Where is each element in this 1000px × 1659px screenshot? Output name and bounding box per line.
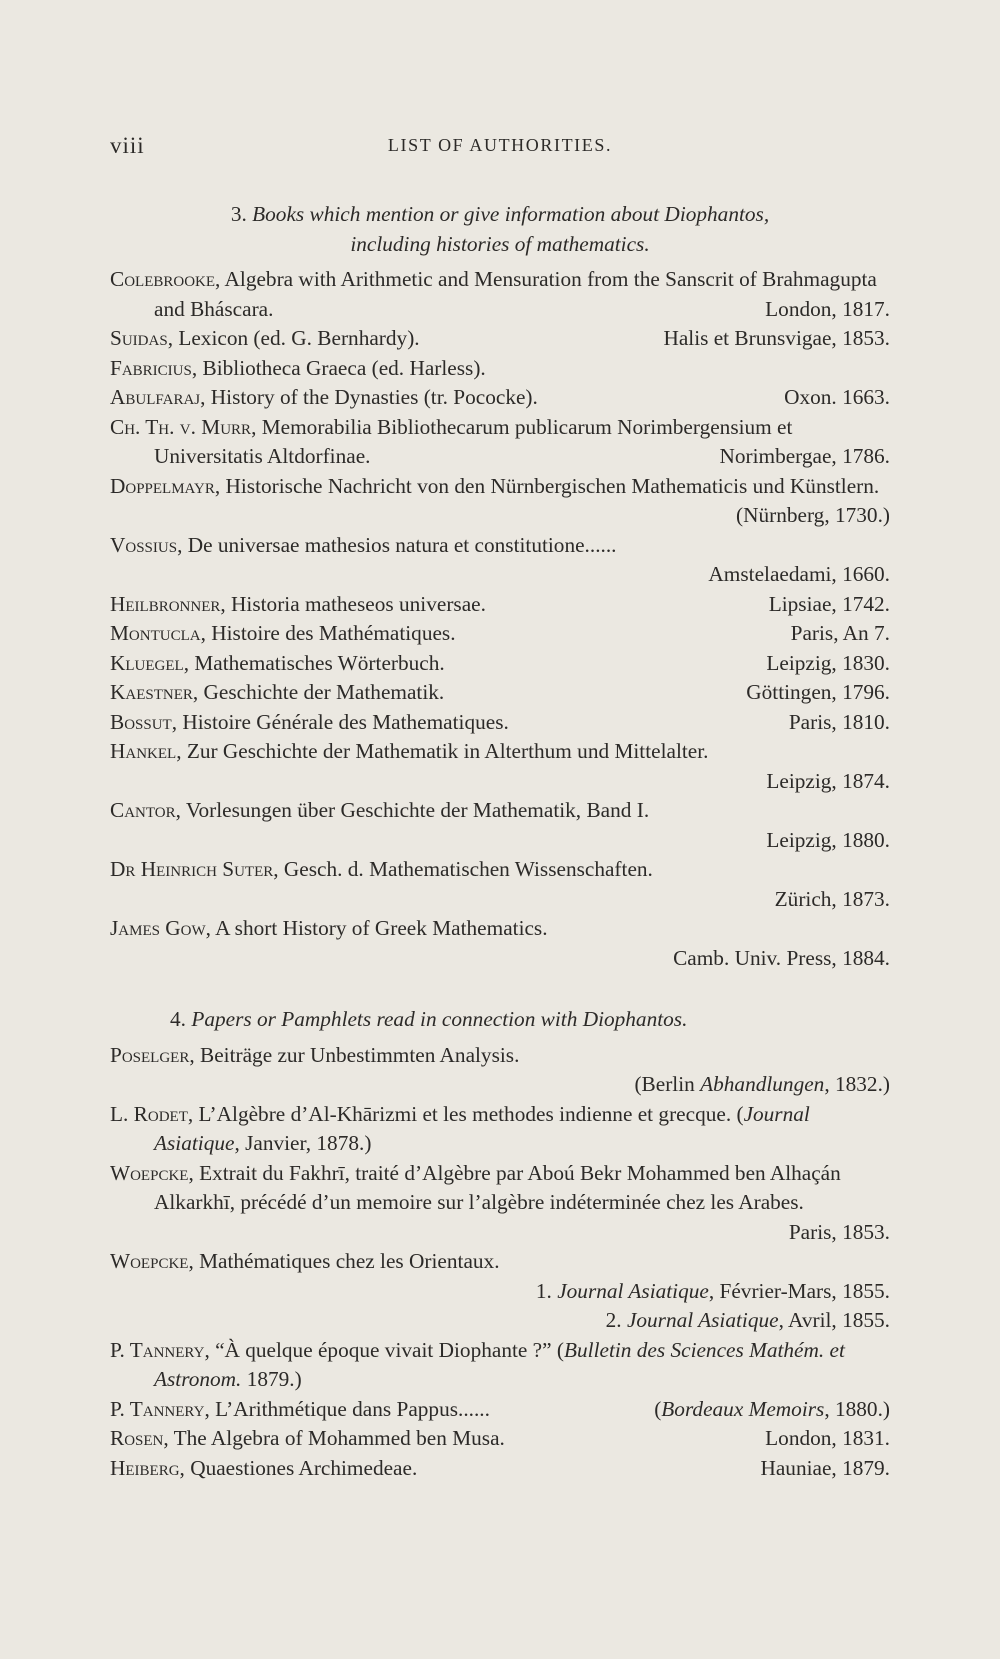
entry-author: Colebrooke (110, 267, 216, 291)
bibliography-entry (110, 413, 890, 472)
section-title-line-2: including histories of mathematics. (350, 231, 650, 256)
entry-title: , Quaestiones Archimedeae. (179, 1455, 418, 1480)
entry-place: Paris, 1810. (788, 709, 890, 734)
entry-place: Paris, An 7. (790, 621, 890, 645)
entry-title: , Zur Geschichte der Mathematik in Alterthum und Mittelalter. (176, 739, 709, 763)
entry-place: Oxon. 1663. (784, 385, 890, 409)
entry-author: Bossut (110, 709, 172, 734)
entry-title: , Extrait du Fakhrī, traité d’Algèbre par Aboú Bekr Mohammed ben Alhaçán Alkarkhī, précédé d’un memoire sur l’algèbre indéterminée chez les Arabes. (154, 1160, 841, 1214)
entry-author: Poselger (110, 1042, 190, 1067)
entry-sub-publication-1: 1. Journal Asiatique, Février-Mars, 1855. (535, 1278, 890, 1303)
entry-author: Doppelmayr (110, 473, 215, 498)
entry-author: Heilbronner (110, 591, 221, 616)
entry-author: Ch. Th. v. Murr (110, 414, 252, 439)
bibliography-entry (110, 914, 890, 973)
bibliography-entry (110, 1454, 890, 1484)
entry-title: , History of the Dynasties (tr. Pococke). (200, 385, 538, 409)
entry-author: Hankel (110, 739, 177, 763)
bibliography-entry (110, 796, 890, 855)
entry-place: (Nürnberg, 1730.) (736, 503, 890, 527)
entry-title: , Mathématiques chez les Orientaux. (188, 1249, 500, 1273)
entry-author: L. Rodet (110, 1101, 188, 1126)
section-title-line-1: Books which mention or give information about Diophantos, (252, 202, 770, 226)
entry-place: Zürich, 1873. (774, 886, 890, 911)
entry-place: London, 1831. (765, 1426, 890, 1450)
entry-title: , Beiträge zur Unbestimmten Analysis. (189, 1042, 520, 1067)
entry-place: Hauniae, 1879. (760, 1455, 890, 1480)
section-4-list (110, 1041, 890, 1484)
entry-title: , Historia matheseos universae. (220, 591, 486, 616)
section-4-heading (110, 1005, 890, 1035)
entry-place: Amstelaedami, 1660. (708, 562, 890, 586)
bibliography-entry (110, 383, 890, 413)
entry-title: , The Algebra of Mohammed ben Musa. (163, 1426, 505, 1450)
entry-author: Kluegel (110, 650, 184, 675)
entry-author: Montucla (110, 621, 201, 645)
bibliography-entry (110, 678, 890, 708)
entry-place: Camb. Univ. Press, 1884. (673, 945, 890, 970)
entry-author: P. Tannery (110, 1337, 205, 1362)
bibliography-entry (110, 737, 890, 796)
entry-place: Lipsiae, 1742. (768, 591, 890, 616)
bibliography-entry (110, 354, 890, 384)
entry-place: Leipzig, 1830. (766, 650, 890, 675)
entry-author: Vossius (110, 532, 178, 557)
bibliography-entry (110, 649, 890, 679)
entry-place: Norimbergae, 1786. (719, 444, 890, 468)
entry-title: , Vorlesungen über Geschichte der Mathematik, Band I. (175, 798, 650, 822)
entry-place: Leipzig, 1874. (766, 768, 890, 793)
entry-author: Dr Heinrich Suter (110, 857, 274, 881)
bibliography-entry (110, 1100, 890, 1159)
entry-place: Paris, 1853. (788, 1219, 890, 1244)
bibliography-entry (110, 324, 890, 354)
entry-title: , Gesch. d. Mathematischen Wissenschaften. (273, 857, 653, 881)
page-body (110, 200, 890, 1483)
bibliography-entry (110, 590, 890, 620)
bibliography-entry (110, 1159, 890, 1248)
entry-place: Halis et Brunsvigae, 1853. (663, 326, 890, 350)
section-number: 4. (170, 1007, 186, 1031)
entry-title: , Historische Nachricht von den Nürnbergischen Mathematicis und Künstlern. (214, 473, 880, 498)
bibliography-entry (110, 855, 890, 914)
entry-publication: (Berlin Abhandlungen, 1832.) (634, 1072, 890, 1096)
entry-publication: (Bulletin des Sciences Mathém. et Astronom. 1879.) (154, 1337, 845, 1391)
entry-author: Rosen (110, 1426, 164, 1450)
entry-title: , A short History of Greek Mathematics. (205, 916, 548, 940)
entry-title: , De universae mathesios natura et constitutione...... (177, 532, 617, 557)
entry-place: Göttingen, 1796. (746, 680, 890, 704)
entry-place: London, 1817. (765, 296, 890, 321)
bibliography-entry (110, 1395, 890, 1425)
bibliography-entry (110, 265, 890, 324)
entry-title: , Mathematisches Wörterbuch. (183, 650, 445, 675)
section-3-list (110, 265, 890, 973)
entry-author: James Gow (110, 916, 206, 940)
entry-sub-publication-2: 2. Journal Asiatique, Avril, 1855. (605, 1308, 890, 1332)
entry-author: Cantor (110, 798, 176, 822)
section-3-heading (110, 200, 890, 259)
entry-author: Fabricius (110, 355, 192, 380)
running-head: LIST OF AUTHORITIES. (387, 135, 613, 155)
entry-title: , Histoire Générale des Mathematiques. (171, 709, 509, 734)
entry-author: P. Tannery (110, 1396, 205, 1421)
bibliography-entry (110, 1041, 890, 1100)
bibliography-entry (110, 1424, 890, 1454)
entry-author: Kaestner (110, 680, 193, 704)
entry-author: Suidas (110, 326, 168, 350)
entry-title: , Geschichte der Mathematik. (192, 680, 445, 704)
section-title: Papers or Pamphlets read in connection with Diophantos. (191, 1007, 688, 1031)
bibliography-entry (110, 531, 890, 590)
entry-publication: (Journal Asiatique, Janvier, 1878.) (154, 1101, 810, 1155)
entry-place: Leipzig, 1880. (766, 827, 890, 852)
section-number: 3. (230, 202, 247, 226)
entry-publication: (Bordeaux Memoirs, 1880.) (654, 1396, 890, 1421)
page-number: viii (110, 133, 145, 158)
entry-title: , Memorabilia Bibliothecarum publicarum Norimbergensium et Universitatis Altdorfinae. (154, 414, 793, 468)
entry-author: Abulfaraj (110, 385, 201, 409)
bibliography-entry (110, 1247, 890, 1336)
entry-title: , L’Arithmétique dans Pappus...... (204, 1396, 490, 1421)
entry-title: , Histoire des Mathématiques. (200, 621, 456, 645)
entry-author: Woepcke (110, 1160, 189, 1185)
entry-title: , L’Algèbre d’Al-Khārizmi et les methodes indienne et grecque. (187, 1101, 732, 1126)
entry-author: Woepcke (110, 1249, 189, 1273)
entry-title: , Bibliotheca Graeca (ed. Harless). (191, 355, 486, 380)
entry-title: , “À quelque époque vivait Diophante ?” (204, 1337, 552, 1362)
bibliography-entry (110, 472, 890, 531)
entry-author: Heiberg (110, 1455, 180, 1480)
page-header (110, 133, 890, 163)
entry-title: , Algebra with Arithmetic and Mensuration from the Sanscrit of Brahmagupta and Bháscara. (154, 267, 877, 321)
bibliography-entry (110, 708, 890, 738)
entry-title: , Lexicon (ed. G. Bernhardy). (167, 326, 420, 350)
bibliography-entry (110, 619, 890, 649)
bibliography-entry (110, 1336, 890, 1395)
